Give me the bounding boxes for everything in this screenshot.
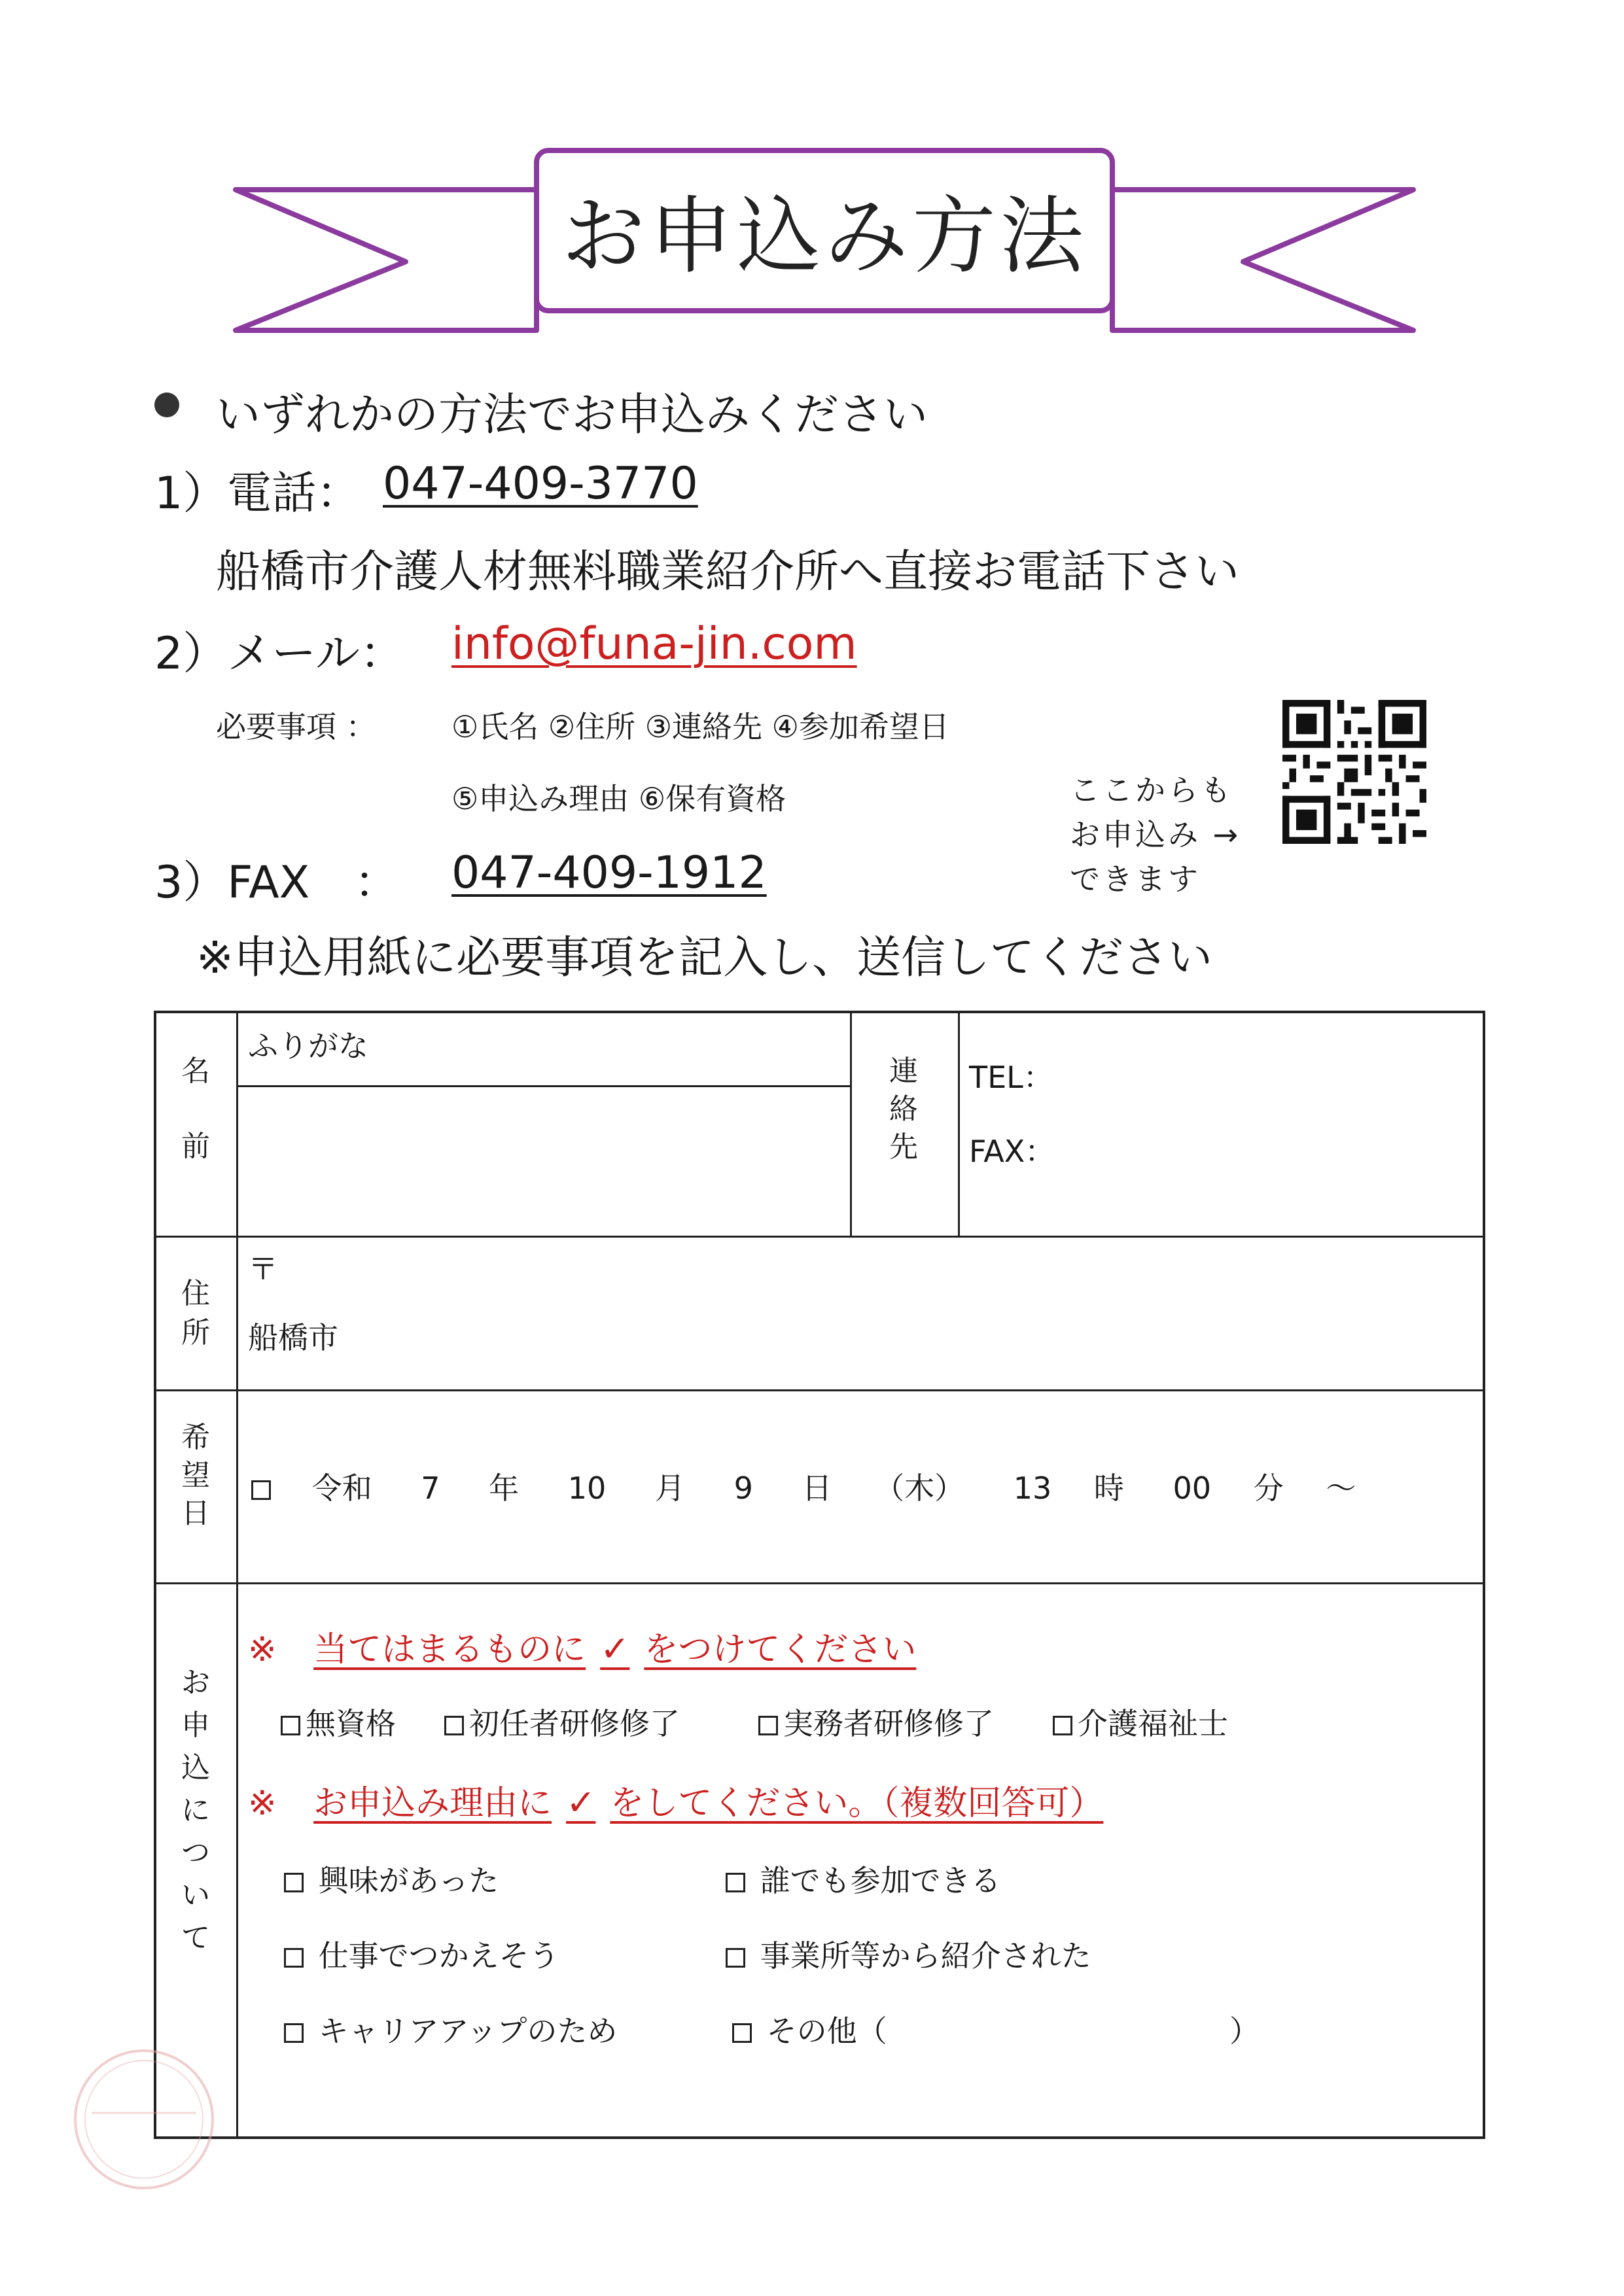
contact-label-1: 連	[889, 1054, 918, 1088]
name-label-1: 名	[181, 1054, 210, 1088]
apply-label-5: つ	[181, 1836, 210, 1870]
address-label-2: 所	[181, 1316, 210, 1349]
qualification-option[interactable]: 実務者研修修了	[758, 1700, 994, 1743]
qualification-checkbox[interactable]	[281, 1716, 300, 1735]
contact-label-3: 先	[889, 1130, 918, 1164]
contact-divider	[958, 1013, 960, 1236]
label-column-divider	[236, 1013, 238, 2136]
date-minute: 00	[1173, 1470, 1212, 1506]
qualification-option[interactable]: 無資格	[281, 1700, 396, 1743]
qual-note-b: をつけてください	[644, 1630, 917, 1669]
date-label-2: 望	[181, 1459, 210, 1492]
name-field[interactable]	[241, 1090, 847, 1231]
reason-option[interactable]: 誰でも参加できる	[726, 1857, 1001, 1900]
fax-label: FAX：	[969, 1134, 1055, 1169]
qualification-instruction	[248, 1622, 916, 1671]
date-checkbox[interactable]	[251, 1480, 271, 1500]
reason-checkbox[interactable]	[284, 1948, 304, 1968]
date-era: 令和	[311, 1470, 372, 1506]
required-items-line2: ⑤申込み理由 ⑥保有資格	[451, 781, 786, 816]
reason-checkbox[interactable]	[726, 1948, 745, 1968]
postal-mark: 〒	[248, 1251, 278, 1287]
reason-instruction	[248, 1775, 1103, 1824]
furigana-label: ふりがな	[248, 1028, 368, 1064]
fax-field[interactable]	[1086, 1123, 1472, 1162]
application-form	[154, 1011, 1485, 2139]
qr-note-line2: お申込み →	[1070, 817, 1241, 852]
contact-label-2: 絡	[889, 1092, 918, 1126]
receipt-stamp-icon	[65, 2041, 222, 2198]
method-phone-prefix: 1）電話：	[154, 468, 361, 519]
apply-label-7: て	[181, 1921, 210, 1955]
note-mark: ※	[248, 1630, 277, 1669]
city-label: 船橋市	[248, 1320, 338, 1355]
date-label-1: 希	[181, 1421, 210, 1454]
date-year: 7	[421, 1470, 440, 1506]
date-row	[251, 1465, 1356, 1508]
date-weekday: （木）	[874, 1470, 965, 1506]
furigana-divider	[238, 1085, 850, 1087]
fax-number-link[interactable]: 047-409-1912	[451, 847, 767, 899]
reason-option[interactable]: キャリアアップのため	[284, 2008, 617, 2051]
qualification-checkbox[interactable]	[1053, 1716, 1072, 1735]
page-title: お申込み方法	[561, 188, 1087, 285]
name-label-2: 前	[181, 1130, 210, 1163]
qual-note-a: 当てはまるものに	[313, 1630, 586, 1669]
fax-note: ※申込用紙に必要事項を記入し、送信してください	[196, 932, 1212, 984]
reason-option[interactable]: 事業所等から紹介された	[726, 1932, 1091, 1975]
email-link[interactable]: info@funa-jin.com	[451, 618, 857, 670]
address-field[interactable]	[353, 1245, 1465, 1376]
contact-divider	[850, 1013, 852, 1236]
method-fax-prefix: 3）FAX ：	[154, 857, 399, 909]
reason-option-other[interactable]: その他（	[732, 2008, 887, 2051]
row-divider	[156, 1236, 1483, 1238]
qr-code-icon[interactable]	[1282, 700, 1426, 844]
apply-label-6: い	[181, 1879, 210, 1912]
phone-number-link[interactable]: 047-409-3770	[383, 458, 698, 510]
row-divider	[156, 1389, 1483, 1391]
date-year-unit: 年	[489, 1470, 520, 1506]
qualification-checkbox[interactable]	[444, 1716, 464, 1735]
tel-label: TEL：	[969, 1060, 1053, 1095]
bullet-icon	[154, 392, 179, 417]
check-icon: ✓	[566, 1782, 596, 1823]
tel-field[interactable]	[1086, 1049, 1472, 1088]
reason-note-a: お申込み理由に	[313, 1784, 552, 1823]
reason-checkbox[interactable]	[726, 1873, 745, 1892]
note-mark: ※	[248, 1784, 277, 1823]
date-month: 10	[567, 1470, 607, 1506]
reason-checkbox[interactable]	[284, 2023, 304, 2043]
apply-label-4: に	[181, 1794, 210, 1827]
reason-option[interactable]: 興味があった	[284, 1857, 499, 1900]
required-items-line1: ①氏名 ②住所 ③連絡先 ④参加希望日	[451, 709, 949, 744]
date-day-unit: 日	[802, 1470, 832, 1506]
date-month-unit: 月	[654, 1470, 685, 1506]
intro-text: いずれかの方法でお申込みください	[216, 389, 928, 441]
other-close-paren: ）	[1229, 2013, 1260, 2049]
qualification-checkbox[interactable]	[758, 1716, 778, 1735]
reason-note-b: をしてください。（複数回答可）	[610, 1784, 1104, 1823]
date-label-3: 日	[181, 1497, 210, 1530]
required-label: 必要事項 ：	[216, 709, 376, 744]
reason-checkbox[interactable]	[284, 1873, 304, 1892]
address-label-1: 住	[181, 1277, 210, 1310]
check-icon: ✓	[600, 1628, 630, 1669]
date-day: 9	[733, 1470, 753, 1506]
qualification-option[interactable]: 介護福祉士	[1053, 1700, 1228, 1743]
date-tilde: ～	[1326, 1470, 1356, 1506]
date-hour-unit: 時	[1093, 1470, 1124, 1506]
qr-note-line1: ここからも	[1070, 773, 1233, 808]
reason-option[interactable]: 仕事でつかえそう	[284, 1932, 559, 1975]
qr-note-line3: できます	[1070, 861, 1201, 897]
row-divider	[156, 1582, 1483, 1584]
date-minute-unit: 分	[1253, 1470, 1284, 1506]
other-reason-field[interactable]	[896, 2004, 1223, 2044]
phone-note: 船橋市介護人材無料職業紹介所へ直接お電話下さい	[216, 546, 1240, 598]
method-email-prefix: 2）メール：	[154, 628, 404, 680]
reason-checkbox[interactable]	[732, 2023, 752, 2043]
apply-label-3: 込	[181, 1751, 210, 1784]
apply-label-2: 申	[181, 1709, 210, 1742]
qualification-option[interactable]: 初任者研修修了	[444, 1700, 680, 1743]
apply-label-1: お	[181, 1666, 210, 1699]
date-hour: 13	[1013, 1470, 1052, 1506]
